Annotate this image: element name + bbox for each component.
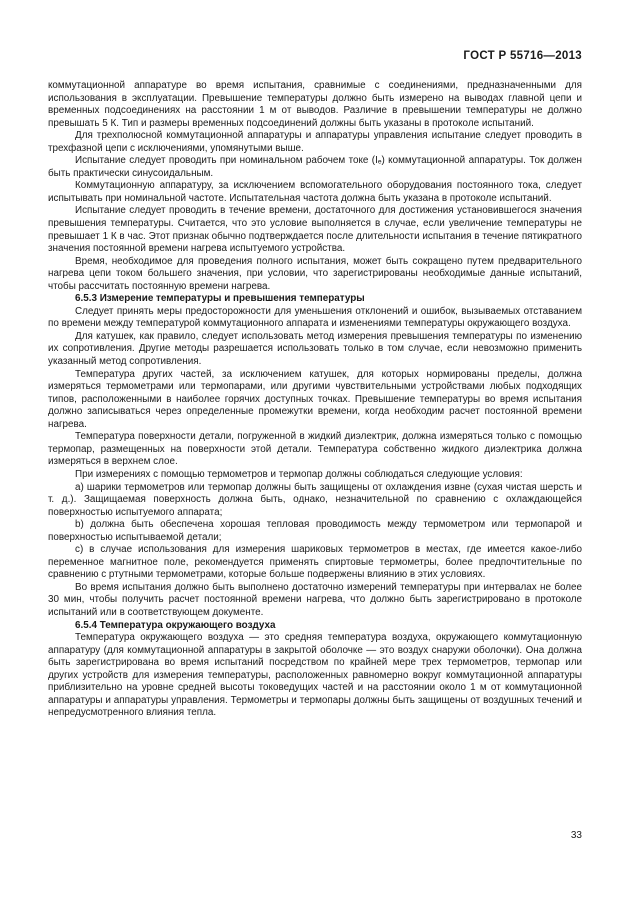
list-item: с) в случае использования для измерения шариковых термометров в местах, где имеется какое-либо переменное магнитное поле, рекомендуется применять спиртовые термометры, более предпочтительные по сравнению с ртутными термометрами, которые больше подвержены влиянию в этих условиях. bbox=[48, 544, 582, 581]
section-heading: 6.5.3 Измерение температуры и превышения температуры bbox=[75, 293, 365, 305]
paragraph: Температура окружающего воздуха — это средняя температура воздуха, окружающего коммутационную аппаратуру (для коммутационной аппаратуры в закрытой оболочке — это воздух снаружи оболочки). Она должна быть зарегистрирована во время испытаний посредством по крайней мере трех термометров, термопар или других устройств для измерения температуры, расположенных равномерно вокруг коммутационной аппаратуры приблизительно на уровне средней высоты токоведущих частей и на расстоянии около 1 м от коммутационной аппаратуры и аппаратуры управления. Термометры и термопары должны быть защищены от воздушных течений и непредусмотренного влияния тепла. bbox=[48, 632, 582, 719]
paragraph: При измерениях с помощью термометров и термопар должны соблюдаться следующие условия: bbox=[75, 468, 523, 480]
paragraph: Следует принять меры предосторожности для уменьшения отклонений и ошибок, вызываемых отставанием по времени между температурой коммутационного аппарата и изменениями температуры окружающего воздуха. bbox=[48, 305, 582, 330]
paragraph: Время, необходимое для проведения полного испытания, может быть сокращено путем предварительного нагрева цепи током большего значения, при условии, что зарегистрированы необходимые данные испытаний, чтобы рассчитать постоянную времени нагрева. bbox=[48, 255, 582, 292]
section-heading: 6.5.4 Температура окружающего воздуха bbox=[75, 619, 276, 631]
paragraph: Для трехполюсной коммутационной аппаратуры и аппаратуры управления испытание следует проводить в трехфазной цепи с исключениями, упомянутыми выше. bbox=[48, 130, 582, 154]
paragraph: Температура поверхности детали, погруженной в жидкий диэлектрик, должна измеряться только с помощью термопар, размещенных на поверхности этой детали. Температура собственно жидкого диэлектрика должна измеряться в верхнем слое. bbox=[48, 431, 582, 468]
paragraph: Коммутационную аппаратуру, за исключением вспомогательного оборудования постоянного тока, следует испытывать при номинальной частоте. Испытательная частота должна быть указана в протоколе испытаний. bbox=[48, 180, 582, 204]
document-body bbox=[48, 80, 582, 720]
list-item: а) шарики термометров или термопар должны быть защищены от охлаждения извне (сухая чистая шерсть и т. д.). Защищаемая поверхность должна быть, однако, незначительной по сравнению с охлаждающейся поверхностью испытуемого аппарата; bbox=[48, 481, 582, 518]
list-item: b) должна быть обеспечена хорошая тепловая проводимость между термометром или термопарой и поверхностью испытываемой детали; bbox=[48, 519, 582, 543]
paragraph: коммутационной аппаратуре во время испытания, сравнимые с соединениями, предназначенными для использования в эксплуатации. Превышение температуры должно быть измерено на выводах главной цепи и временных подсоединениях на расстоянии 1 м от выводов. Различие в превышении температуры не должно превышать 5 К. Тип и размеры временных подсоединений должны быть указаны в протоколе испытаний. bbox=[48, 80, 582, 129]
paragraph: Температура других частей, за исключением катушек, для которых нормированы пределы, должна измеряться термометрами или термопарами, или другими чувствительными устройствами любых подходящих типов, расположенными в наиболее горячих доступных точках. Превышение температуры во время испытания должно записываться через определенные промежутки времени, когда необходим расчет постоянной времени нагрева. bbox=[48, 368, 582, 430]
page-number: 33 bbox=[570, 830, 582, 841]
paragraph: Испытание следует проводить в течение времени, достаточного для достижения установившегося значения превышения температуры. Считается, что это условие выполняется в случае, если увеличение температуры не превышает 1 К в час. Этот признак обычно подтверждается после длительности испытания в течение пятикратного значения постоянной времени нагрева испытуемого устройства. bbox=[48, 205, 582, 255]
paragraph: Испытание следует проводить при номинальном рабочем токе (Iₑ) коммутационной аппаратуры. Ток должен быть практически синусоидальным. bbox=[48, 155, 582, 179]
paragraph: Для катушек, как правило, следует использовать метод измерения превышения температуры по изменению их сопротивления. Другие методы разрешается использовать только в том случае, если невозможно применить указанный метод сопротивления. bbox=[48, 330, 582, 368]
paragraph: Во время испытания должно быть выполнено достаточно измерений температуры при интервалах не более 30 мин, чтобы получить расчет постоянной времени нагрева, что должно быть зарегистрировано в протоколе испытаний или в соответствующем документе. bbox=[48, 581, 582, 618]
standard-header: ГОСТ Р 55716—2013 bbox=[463, 50, 582, 62]
